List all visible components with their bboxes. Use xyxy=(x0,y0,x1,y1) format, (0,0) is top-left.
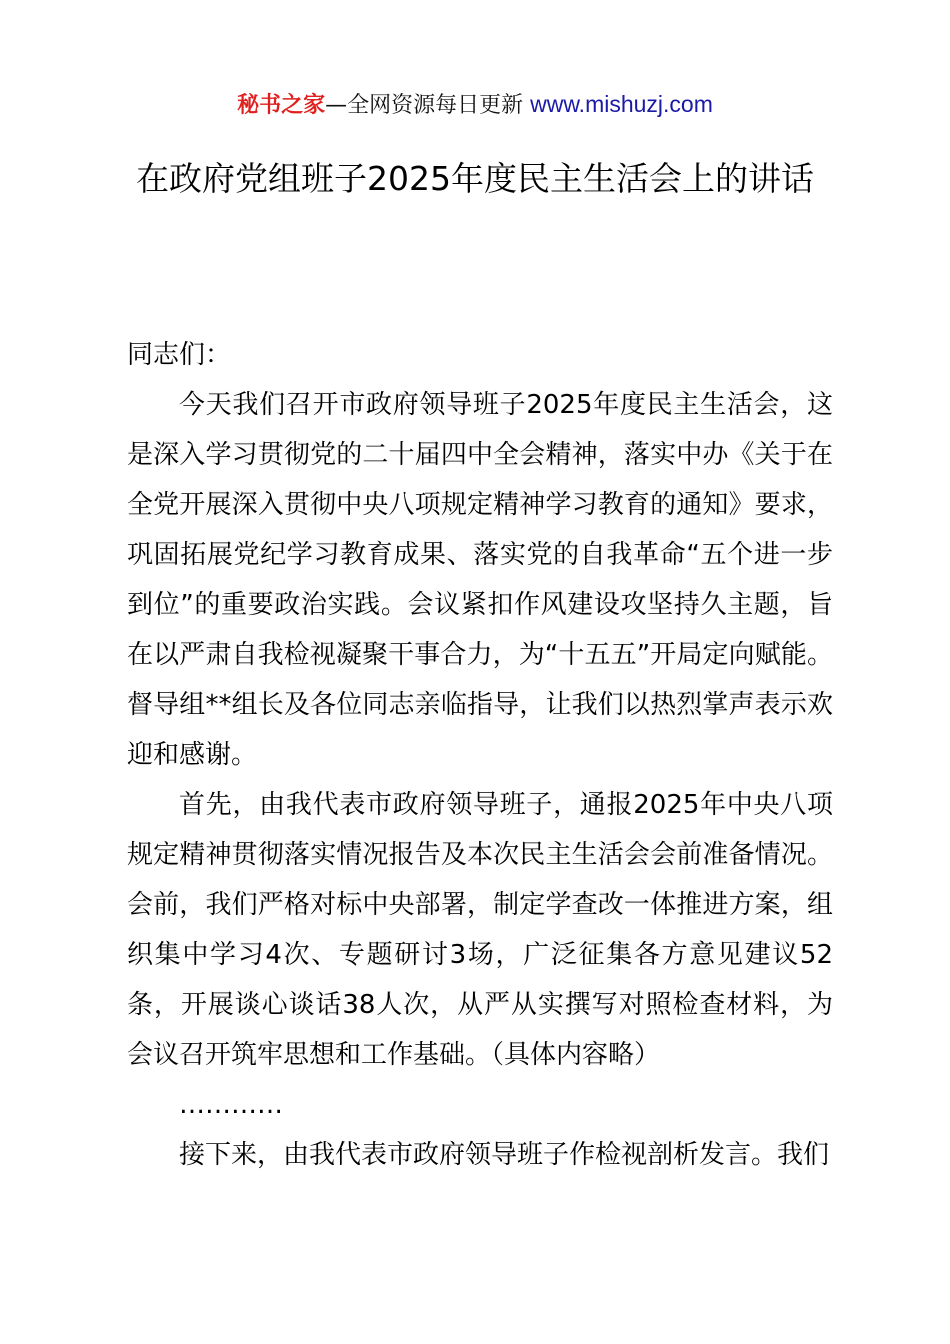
document-body xyxy=(127,330,833,1180)
site-header xyxy=(0,86,950,124)
ellipsis-paragraph: ………… xyxy=(179,1090,283,1120)
document-title: 在政府党组班子2025年度民主生活会上的讲话 xyxy=(136,159,814,198)
header-tagline: —全网资源每日更新 xyxy=(325,93,524,118)
brand-name: 秘书之家 xyxy=(237,93,326,118)
site-url-link[interactable]: www.mishuzj.com xyxy=(530,91,713,117)
paragraph: 接下来，由我代表市政府领导班子作检视剖析发言。我们 xyxy=(179,1140,830,1170)
paragraph: 首先，由我代表市政府领导班子，通报2025年中央八项规定精神贯彻落实情况报告及本次民主生活会会前准备情况。会前，我们严格对标中央部署，制定学查改一体推进方案，组织集中学习4次、专题研讨3场，广泛征集各方意见建议52条，开展谈心谈话38人次，从严从实撰写对照检查材料，为会议召开筑牢思想和工作基础。（具体内容略） xyxy=(127,790,833,1070)
salutation: 同志们： xyxy=(127,340,232,370)
paragraph: 今天我们召开市政府领导班子2025年度民主生活会，这是深入学习贯彻党的二十届四中全会精神，落实中办《关于在全党开展深入贯彻中央八项规定精神学习教育的通知》要求，巩固拓展党纪学习教育成果、落实党的自我革命“五个进一步到位”的重要政治实践。会议紧扣作风建设攻坚持久主题，旨在以严肃自我检视凝聚干事合力，为“十五五”开局定向赋能。督导组**组长及各位同志亲临指导，让我们以热烈掌声表示欢迎和感谢。 xyxy=(127,390,833,770)
